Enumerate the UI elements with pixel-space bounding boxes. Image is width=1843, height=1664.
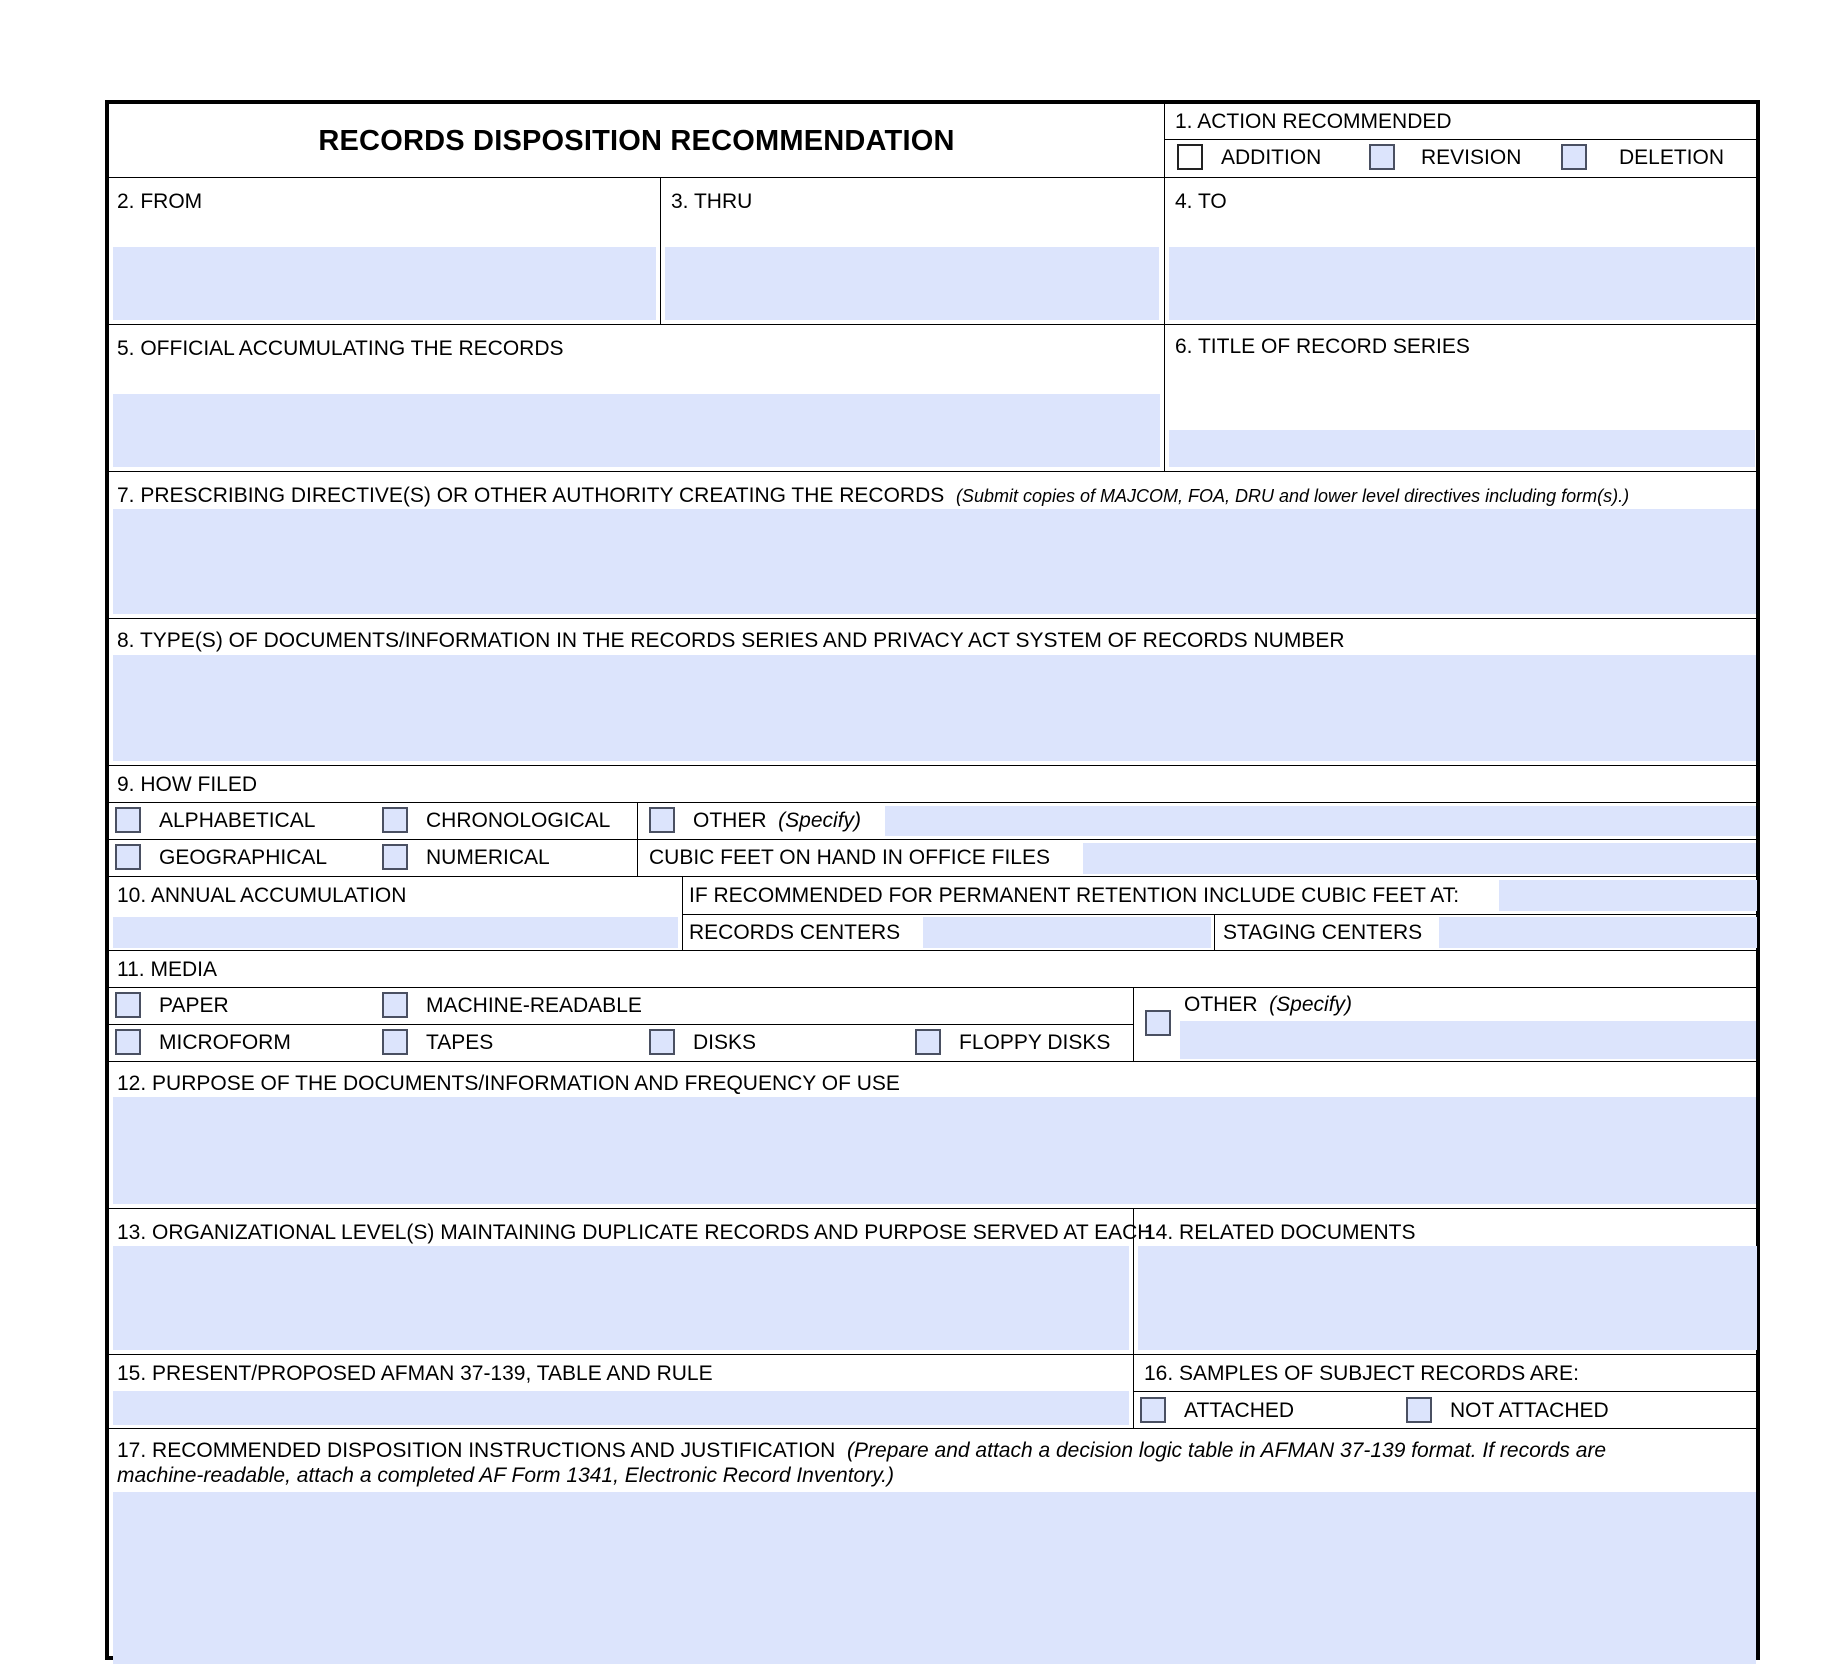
media-other-checkbox[interactable] <box>1145 1010 1171 1036</box>
disposition-instructions-field[interactable] <box>113 1492 1756 1664</box>
staging-centers-label: STAGING CENTERS <box>1223 921 1423 944</box>
header-row <box>109 104 1756 178</box>
media-other-specify: (Specify) <box>1269 993 1353 1016</box>
thru-field[interactable] <box>665 247 1159 320</box>
related-documents-field[interactable] <box>1138 1246 1757 1350</box>
item7-row <box>109 472 1756 619</box>
item14-label: 14. RELATED DOCUMENTS <box>1144 1221 1416 1244</box>
records-centers-field[interactable] <box>923 917 1211 948</box>
document-types-field[interactable] <box>113 655 1756 761</box>
cubic-feet-label: CUBIC FEET ON HAND IN OFFICE FILES <box>649 846 1050 869</box>
routing-row <box>109 178 1756 325</box>
item9-label: 9. HOW FILED <box>117 773 258 796</box>
item11-label: 11. MEDIA <box>117 958 217 981</box>
item4-section <box>1164 178 1760 324</box>
item15-16-row <box>109 1355 1756 1429</box>
item17-row <box>109 1429 1756 1664</box>
machine-readable-checkbox[interactable] <box>382 992 408 1018</box>
item16-section <box>1133 1355 1760 1428</box>
item7-label <box>117 484 1629 508</box>
tapes-checkbox[interactable] <box>382 1029 408 1055</box>
item7-label-text: 7. PRESCRIBING DIRECTIVE(S) OR OTHER AUTHORITY CREATING THE RECORDS <box>117 484 945 507</box>
from-field[interactable] <box>113 247 656 320</box>
item8-label: 8. TYPE(S) OF DOCUMENTS/INFORMATION IN THE RECORDS SERIES AND PRIVACY ACT SYSTEM OF RECORDS NUMBER <box>117 629 1345 652</box>
tapes-label: TAPES <box>426 1031 494 1054</box>
cubic-feet-field[interactable] <box>1083 843 1756 874</box>
machine-readable-label: MACHINE-READABLE <box>426 994 642 1017</box>
media-other-text: OTHER <box>1184 993 1258 1016</box>
item17-label-text: 17. RECOMMENDED DISPOSITION INSTRUCTIONS AND JUSTIFICATION <box>117 1439 836 1462</box>
filed-other-field[interactable] <box>885 806 1756 836</box>
deletion-label: DELETION <box>1619 146 1725 169</box>
item5-section <box>109 325 1164 471</box>
item17-hint-line2: machine-readable, attach a completed AF Form 1341, Electronic Record Inventory.) <box>117 1464 894 1487</box>
chronological-checkbox[interactable] <box>382 807 408 833</box>
not-attached-label: NOT ATTACHED <box>1450 1399 1609 1422</box>
item13-14-row <box>109 1209 1756 1355</box>
numerical-checkbox[interactable] <box>382 844 408 870</box>
to-field[interactable] <box>1169 247 1755 320</box>
item8-row <box>109 619 1756 766</box>
item15-label: 15. PRESENT/PROPOSED AFMAN 37-139, TABLE AND RULE <box>117 1362 713 1385</box>
disks-checkbox[interactable] <box>649 1029 675 1055</box>
item3-section <box>660 178 1164 324</box>
numerical-label: NUMERICAL <box>426 846 550 869</box>
item16-label: 16. SAMPLES OF SUBJECT RECORDS ARE: <box>1144 1362 1579 1385</box>
attached-checkbox[interactable] <box>1140 1397 1166 1423</box>
floppy-disks-label: FLOPPY DISKS <box>959 1031 1111 1054</box>
addition-label: ADDITION <box>1221 146 1322 169</box>
annual-accumulation-field[interactable] <box>113 917 678 948</box>
item17-hint-line1: (Prepare and attach a decision logic table in AFMAN 37-139 format. If records are <box>847 1439 1607 1462</box>
microform-label: MICROFORM <box>159 1031 291 1054</box>
permanent-retention-field[interactable] <box>1499 880 1757 911</box>
microform-checkbox[interactable] <box>115 1029 141 1055</box>
media-other-field[interactable] <box>1180 1021 1756 1059</box>
item10-label: 10. ANNUAL ACCUMULATION <box>117 884 407 907</box>
item1-section <box>1164 104 1760 177</box>
floppy-disks-checkbox[interactable] <box>915 1029 941 1055</box>
staging-centers-field[interactable] <box>1439 917 1757 948</box>
item14-section <box>1133 1209 1760 1354</box>
chronological-label: CHRONOLOGICAL <box>426 809 611 832</box>
record-series-title-field[interactable] <box>1169 430 1755 467</box>
item2-label: 2. FROM <box>117 190 203 213</box>
item3-label: 3. THRU <box>671 190 753 213</box>
item7-hint: (Submit copies of MAJCOM, FOA, DRU and lower level directives including form(s).) <box>955 486 1630 506</box>
item6-label: 6. TITLE OF RECORD SERIES <box>1175 335 1470 358</box>
item9-row <box>109 766 1756 877</box>
deletion-checkbox[interactable] <box>1561 144 1587 170</box>
item4-label: 4. TO <box>1175 190 1227 213</box>
item10-section <box>109 877 682 950</box>
duplicate-records-field[interactable] <box>113 1246 1129 1350</box>
official-title-row <box>109 325 1756 472</box>
item6-section <box>1164 325 1760 471</box>
item1-label: 1. ACTION RECOMMENDED <box>1175 110 1452 133</box>
alphabetical-checkbox[interactable] <box>115 807 141 833</box>
purpose-field[interactable] <box>113 1097 1756 1204</box>
item13-section <box>109 1209 1153 1354</box>
filed-other-specify: (Specify) <box>778 809 862 832</box>
item5-label: 5. OFFICIAL ACCUMULATING THE RECORDS <box>117 337 564 360</box>
official-accumulating-field[interactable] <box>113 394 1160 467</box>
permanent-retention-section <box>682 877 1760 950</box>
disks-label: DISKS <box>693 1031 757 1054</box>
revision-label: REVISION <box>1421 146 1522 169</box>
item2-section <box>109 178 660 324</box>
permanent-retention-label: IF RECOMMENDED FOR PERMANENT RETENTION INCLUDE CUBIC FEET AT: <box>689 884 1460 907</box>
item12-label: 12. PURPOSE OF THE DOCUMENTS/INFORMATION AND FREQUENCY OF USE <box>117 1072 900 1095</box>
filed-other-checkbox[interactable] <box>649 807 675 833</box>
filed-other-label <box>693 809 861 833</box>
item15-section <box>109 1355 1133 1428</box>
alphabetical-label: ALPHABETICAL <box>159 809 316 832</box>
geographical-checkbox[interactable] <box>115 844 141 870</box>
form-title: RECORDS DISPOSITION RECOMMENDATION <box>318 124 955 157</box>
revision-checkbox[interactable] <box>1369 144 1395 170</box>
afman-table-rule-field[interactable] <box>113 1391 1129 1425</box>
paper-checkbox[interactable] <box>115 992 141 1018</box>
item10-row <box>109 877 1756 951</box>
addition-checkbox[interactable] <box>1177 144 1203 170</box>
media-other-label <box>1184 993 1352 1017</box>
paper-label: PAPER <box>159 994 229 1017</box>
item13-label: 13. ORGANIZATIONAL LEVEL(S) MAINTAINING DUPLICATE RECORDS AND PURPOSE SERVED AT EACH <box>117 1221 1153 1244</box>
prescribing-directive-field[interactable] <box>113 509 1756 614</box>
attached-label: ATTACHED <box>1184 1399 1295 1422</box>
item11-row <box>109 951 1756 1062</box>
records-disposition-form <box>105 100 1760 1660</box>
geographical-label: GEOGRAPHICAL <box>159 846 328 869</box>
item12-row <box>109 1062 1756 1209</box>
records-centers-label: RECORDS CENTERS <box>689 921 901 944</box>
not-attached-checkbox[interactable] <box>1406 1397 1432 1423</box>
item17-label <box>117 1439 1606 1463</box>
filed-other-text: OTHER <box>693 809 767 832</box>
